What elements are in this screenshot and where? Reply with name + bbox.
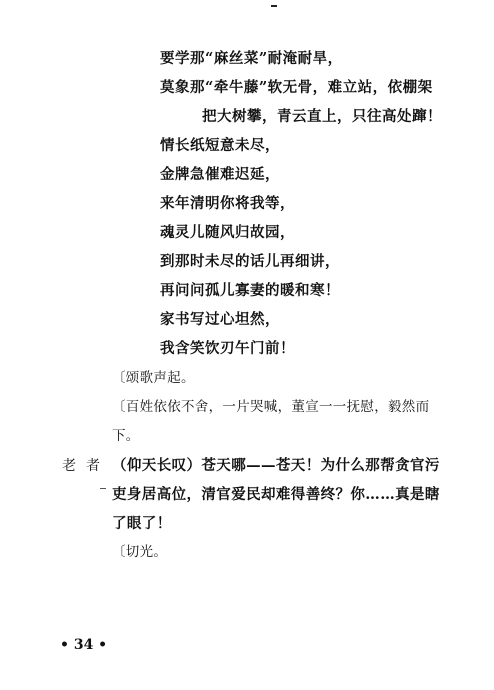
verse-line: 情长纸短意未尽， xyxy=(160,137,280,154)
top-mark xyxy=(271,5,277,7)
verse-line: 金牌急催难迟延， xyxy=(160,166,280,183)
verse-line: 把大树攀，青云直上，只往高处蹿！ xyxy=(202,108,442,125)
speaker-name: 老者 xyxy=(62,458,110,474)
verse-line: 魂灵儿随风归故园， xyxy=(160,224,295,241)
closing-stage-direction: 〔切光。 xyxy=(112,544,168,560)
verse-line: 要学那“麻丝菜”耐淹耐旱， xyxy=(160,50,343,67)
verse-line: 我含笑饮刃午门前！ xyxy=(160,340,295,357)
dialogue-line: 吏身居高位，清官爱民却难得善终？你……真是瞎 xyxy=(112,486,440,503)
margin-dash xyxy=(100,488,106,489)
stage-direction: 〔颂歌声起。 xyxy=(112,370,195,386)
page-number: • 34 • xyxy=(60,637,108,653)
dialogue-line: （仰天长叹）苍天哪——苍天！为什么那帮贪官污 xyxy=(112,457,440,474)
dialogue-line: 了眼了！ xyxy=(112,515,172,532)
verse-line: 来年清明你将我等， xyxy=(160,195,295,212)
stage-direction: 下。 xyxy=(112,428,140,444)
verse-line: 家书写过心坦然， xyxy=(160,311,280,328)
verse-line: 再问问孤儿寡妻的暖和寒！ xyxy=(160,282,340,299)
stage-direction: 〔百姓依依不舍，一片哭喊，董宣一一抚慰，毅然而 xyxy=(112,399,430,415)
verse-line: 到那时未尽的话儿再细讲， xyxy=(160,253,340,270)
verse-line: 莫象那“牵牛藤”软无骨，难立站，依棚架 xyxy=(160,79,433,96)
